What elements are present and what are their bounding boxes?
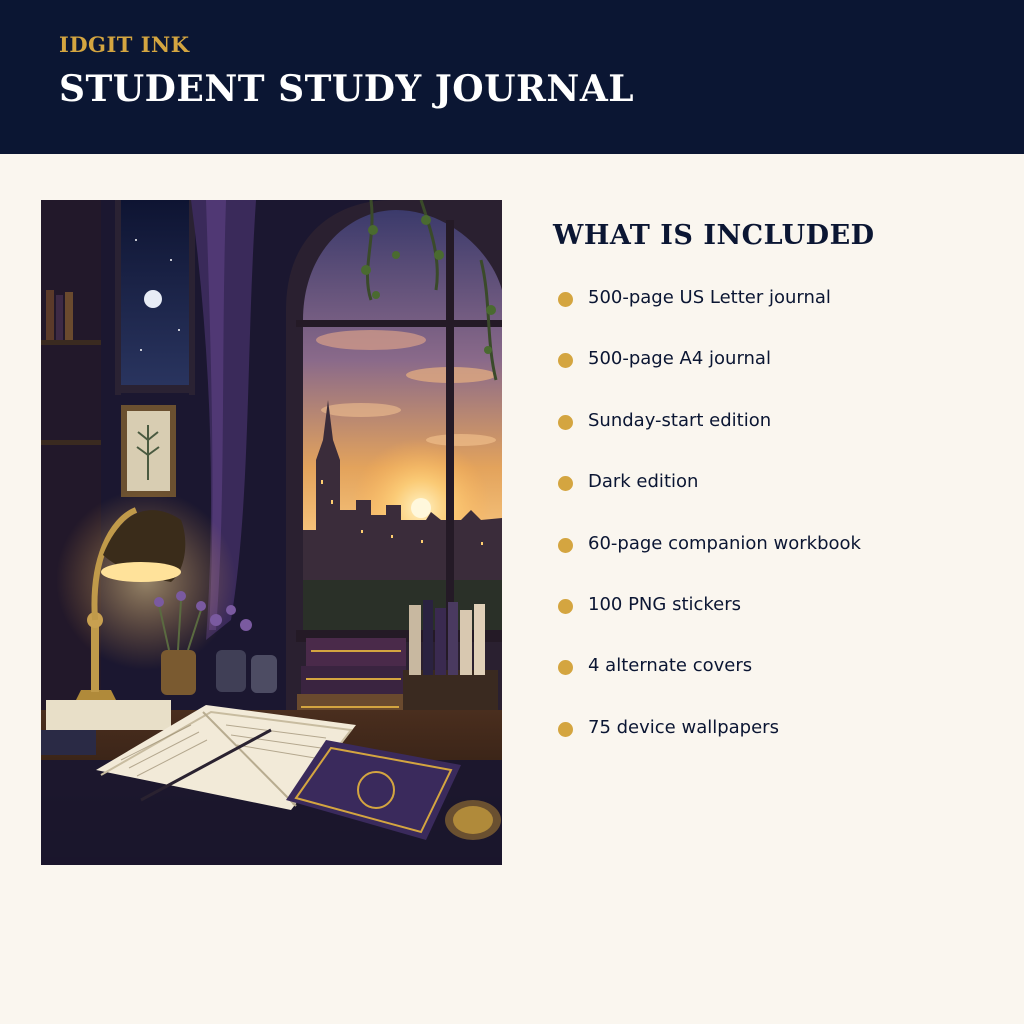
bullet-dot-icon: [558, 722, 573, 737]
bullet-dot-icon: [558, 353, 573, 368]
page-title: STUDENT STUDY JOURNAL: [59, 68, 635, 110]
list-item: [558, 713, 861, 774]
bullet-dot-icon: [558, 660, 573, 675]
list-item: [558, 590, 861, 651]
list-item-text: 100 PNG stickers: [588, 593, 742, 615]
list-item: [558, 467, 861, 528]
list-item-text: 500-page A4 journal: [588, 348, 771, 370]
bullet-dot-icon: [558, 538, 573, 553]
list-item: [558, 406, 861, 467]
brand-name: IDGIT INK: [59, 32, 190, 57]
list-item: [558, 651, 861, 712]
list-item-text: 60-page companion workbook: [588, 532, 861, 554]
list-item: [558, 344, 861, 405]
list-item-text: 4 alternate covers: [588, 655, 753, 677]
bullet-dot-icon: [558, 292, 573, 307]
bullet-dot-icon: [558, 476, 573, 491]
list-item-text: Dark edition: [588, 471, 699, 493]
journal-cover-image: [41, 200, 502, 865]
list-item-text: Sunday-start edition: [588, 409, 772, 431]
bullet-dot-icon: [558, 599, 573, 614]
included-list: [558, 283, 861, 774]
list-item-text: 500-page US Letter journal: [588, 287, 831, 308]
header-banner: [0, 0, 1024, 154]
list-item: [558, 529, 861, 590]
included-section-title: WHAT IS INCLUDED: [553, 220, 875, 251]
cover-illustration-icon: [41, 200, 502, 865]
list-item-text: 75 device wallpapers: [588, 716, 779, 738]
list-item: [558, 283, 861, 344]
bullet-dot-icon: [558, 415, 573, 430]
